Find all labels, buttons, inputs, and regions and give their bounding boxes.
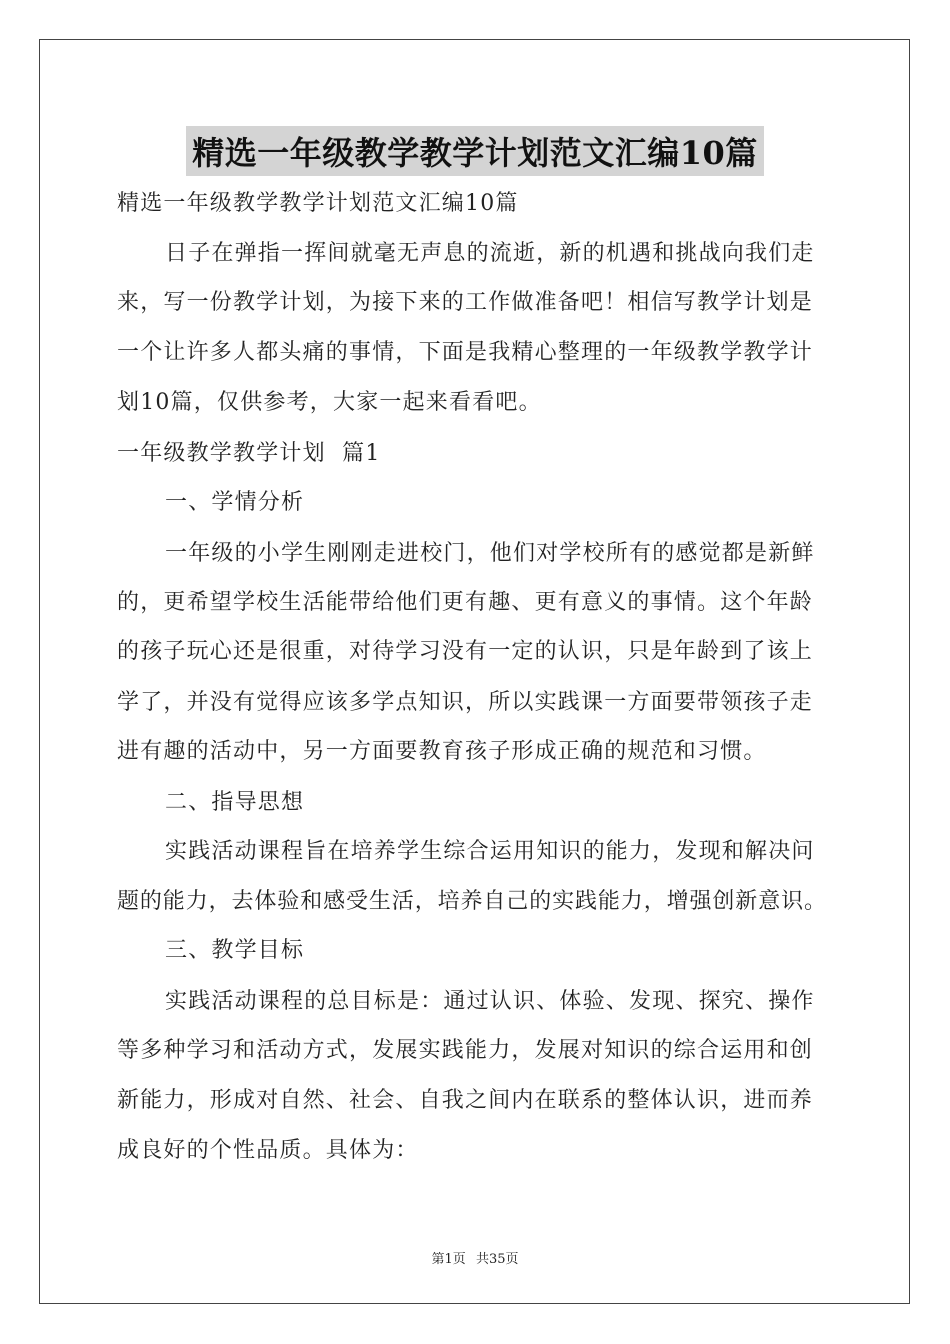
page-footer [0,1248,950,1267]
paragraph-line: 进有趣的活动中，另一方面要教育孩子形成正确的规范和习惯。 [117,739,767,764]
paragraph-line: 的，更希望学校生活能带给他们更有趣、更有意义的事情。这个年龄 [117,590,814,615]
paragraph-line: 成良好的个性品质。具体为： [117,1138,419,1163]
paragraph-line: 实践活动课程旨在培养学生综合运用知识的能力，发现和解决问 [165,839,815,864]
heading-teaching-goals: 三、教学目标 [165,938,305,963]
intro-line: 划10篇，仅供参考，大家一起来看看吧。 [117,390,542,415]
heading-learning-analysis: 一、学情分析 [165,490,305,515]
page-number: 第1页 [431,1252,466,1267]
intro-line: 来，写一份教学计划，为接下来的工作做准备吧！相信写教学计划是 [117,290,814,315]
paragraph-line: 新能力，形成对自然、社会、自我之间内在联系的整体认识，进而养 [117,1088,814,1113]
paragraph-line: 的孩子玩心还是很重，对待学习没有一定的认识，只是年龄到了该上 [117,639,814,664]
heading-guiding-ideology: 二、指导思想 [165,790,305,815]
section-heading: 一年级教学教学计划 篇1 [117,441,381,466]
intro-line: 日子在弹指一挥间就毫无声息的流逝，新的机遇和挑战向我们走 [165,241,815,266]
paragraph-line: 实践活动课程的总目标是：通过认识、体验、发现、探究、操作 [165,989,815,1014]
paragraph-line: 题的能力，去体验和感受生活，培养自己的实践能力，增强创新意识。 [117,889,827,914]
intro-line: 一个让许多人都头痛的事情，下面是我精心整理的一年级教学教学计 [117,340,814,365]
paragraph-line: 一年级的小学生刚刚走进校门，他们对学校所有的感觉都是新鲜 [165,541,815,566]
paragraph-line: 等多种学习和活动方式，发展实践能力，发展对知识的综合运用和创 [117,1038,814,1063]
title-container [0,126,950,176]
document-subtitle: 精选一年级教学教学计划范文汇编10篇 [117,191,519,216]
document-title: 精选一年级教学教学计划范文汇编10篇 [186,126,764,176]
page-border [39,39,910,1304]
page-total: 共35页 [475,1252,519,1267]
paragraph-line: 学了，并没有觉得应该多学点知识，所以实践课一方面要带领孩子走 [117,690,814,715]
